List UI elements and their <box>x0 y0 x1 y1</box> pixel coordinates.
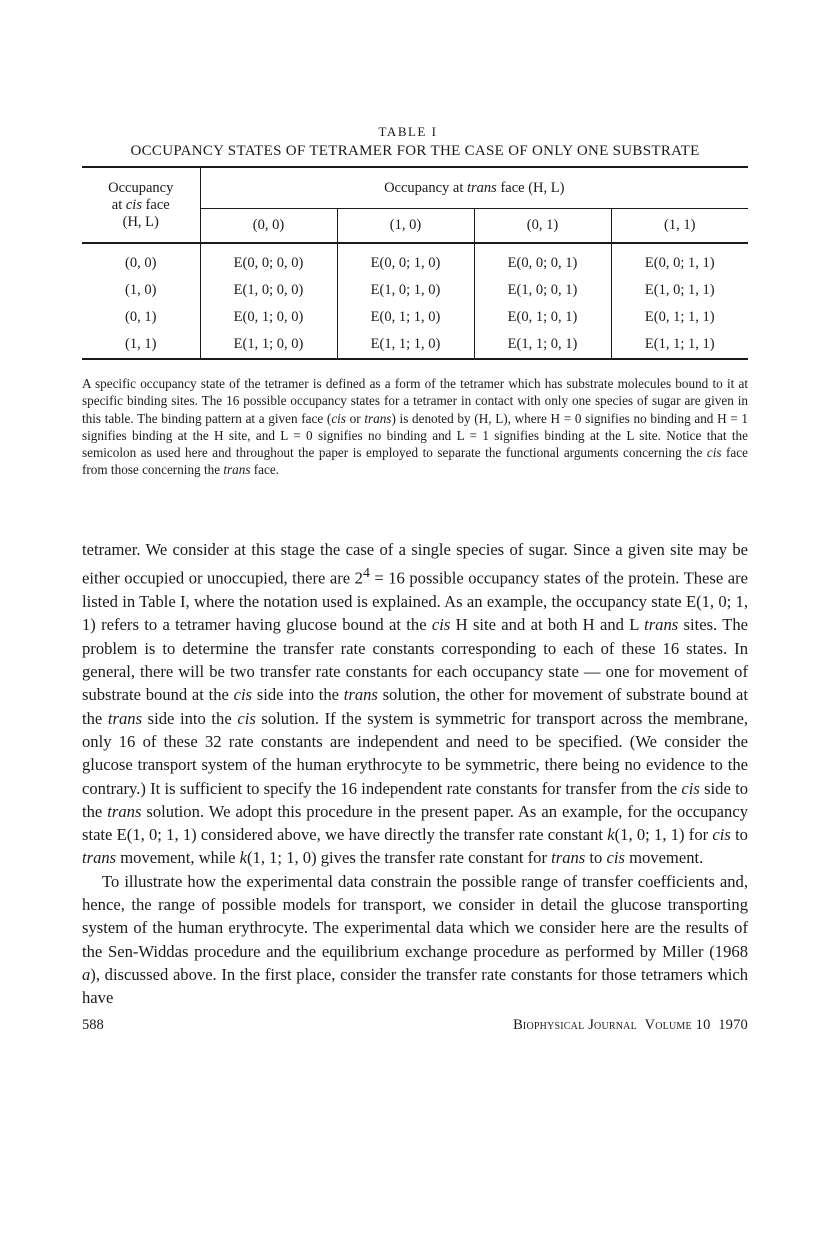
table-cell: E(0, 1; 0, 1) <box>474 304 611 331</box>
row-label: (1, 1) <box>82 331 200 359</box>
stub-header-line1: Occupancy <box>108 179 174 196</box>
table-row <box>82 331 748 359</box>
table-row <box>82 277 748 304</box>
table-row <box>82 250 748 277</box>
table-cell: E(1, 0; 1, 1) <box>611 277 748 304</box>
occupancy-table <box>82 166 748 360</box>
body-text <box>82 538 748 1009</box>
stub-header-line3: (H, L) <box>122 213 159 230</box>
table-cell: E(1, 1; 0, 0) <box>233 336 304 352</box>
column-header: (1, 0) <box>337 209 474 244</box>
table-row <box>82 304 748 331</box>
paragraph: tetramer. We consider at this stage the case of a single species of sugar. Since a given site may be either occupied or unoccupied, there are $2^4 = 16$ possible occupancy states of the protein. These are listed in Table I, where the notation used is explained. As an example, the occupancy state E(1, 0; 1, 1) refers to a tetramer having glucose bound at the cis H site and at both H and L trans sites. The problem is to determine the transfer rate constants corresponding to each of these 16 states. In general, there will be two transfer rate constants for each occupancy state — one for movement of substrate bound at the cis side into the trans solution, the other for movement of substrate bound at the trans side into the cis solution. If the system is symmetric for transport across the membrane, only 16 of these 32 rate constants are independent and need to be specified. (We consider the glucose transport system of the human erythrocyte to be symmetric, there being no evidence to the contrary.) It is sufficient to specify the 16 independent rate constants for transfer from the cis side to the trans solution. We adopt this procedure in the present paper. As an example, for the occupancy state E(1, 0; 1, 1) considered above, we have directly the transfer rate constant k(1, 0; 1, 1) for cis to trans movement, while k(1, 1; 1, 0) gives the transfer rate constant for trans to cis movement. <box>82 540 749 868</box>
table-title: OCCUPANCY STATES OF TETRAMER FOR THE CASE OF ONLY ONE SUBSTRATE <box>130 143 700 159</box>
table-cell: E(1, 1; 0, 1) <box>474 331 611 359</box>
table-cell: E(1, 0; 1, 0) <box>337 277 474 304</box>
journal-citation: Biophysical Journal Volume 10 1970 <box>513 1017 748 1033</box>
stub-header: Occupancy at cis face (H, L) <box>82 167 200 243</box>
table-cell: E(0, 0; 0, 1) <box>474 250 611 277</box>
table-cell: E(0, 0; 1, 1) <box>611 250 748 277</box>
paragraph: To illustrate how the experimental data constrain the possible range of transfer coefficients and, hence, the range of possible models for transport, we consider in detail the glucose transporting system of the human erythrocyte. The experimental data which we consider here are the results of the Sen-Widdas procedure and the equilibrium exchange procedure as performed by Miller (1968 a), discussed above. In the first place, consider the transfer rate constants for those tetramers which have <box>82 871 748 1008</box>
table-cell: E(0, 0; 0, 0) <box>233 255 304 271</box>
table-cell: E(1, 0; 0, 0) <box>233 282 304 298</box>
row-label: (0, 0) <box>82 250 200 277</box>
column-header: (0, 0) <box>252 217 285 233</box>
table-footnote: A specific occupancy state of the tetramer is defined as a form of the tetramer which has substrate molecules bound to it at specific binding sites. The 16 possible occupancy states for a tetramer in contact with only one species of sugar are given in this table. The binding pattern at a given face (cis or trans) is denoted by (H, L), where H = 0 signifies no binding and H = 1 signifies binding at the H site, and L = 0 signifies no binding and L = 1 signifies binding at the L site. Notice that the semicolon as used here and throughout the paper is employed to separate the functional arguments concerning the cis face from those concerning the trans face. <box>82 376 748 478</box>
table-cell: E(0, 1; 1, 0) <box>337 304 474 331</box>
row-label: (1, 0) <box>82 277 200 304</box>
table-label: TABLE I <box>378 124 438 139</box>
table-cell: E(0, 1; 0, 0) <box>233 309 304 325</box>
table-cell: E(0, 0; 1, 0) <box>337 250 474 277</box>
page-number: 588 <box>82 1017 104 1033</box>
row-label: (0, 1) <box>82 304 200 331</box>
table-cell: E(0, 1; 1, 1) <box>611 304 748 331</box>
column-header: (1, 1) <box>611 209 748 244</box>
stub-header-cis: cis <box>125 196 142 213</box>
table-cell: E(1, 1; 1, 0) <box>337 331 474 359</box>
table-cell: E(1, 1; 1, 1) <box>611 331 748 359</box>
trans-span-header: Occupancy at trans face (H, L) <box>384 179 565 196</box>
column-header: (0, 1) <box>474 209 611 244</box>
table-cell: E(1, 0; 0, 1) <box>474 277 611 304</box>
